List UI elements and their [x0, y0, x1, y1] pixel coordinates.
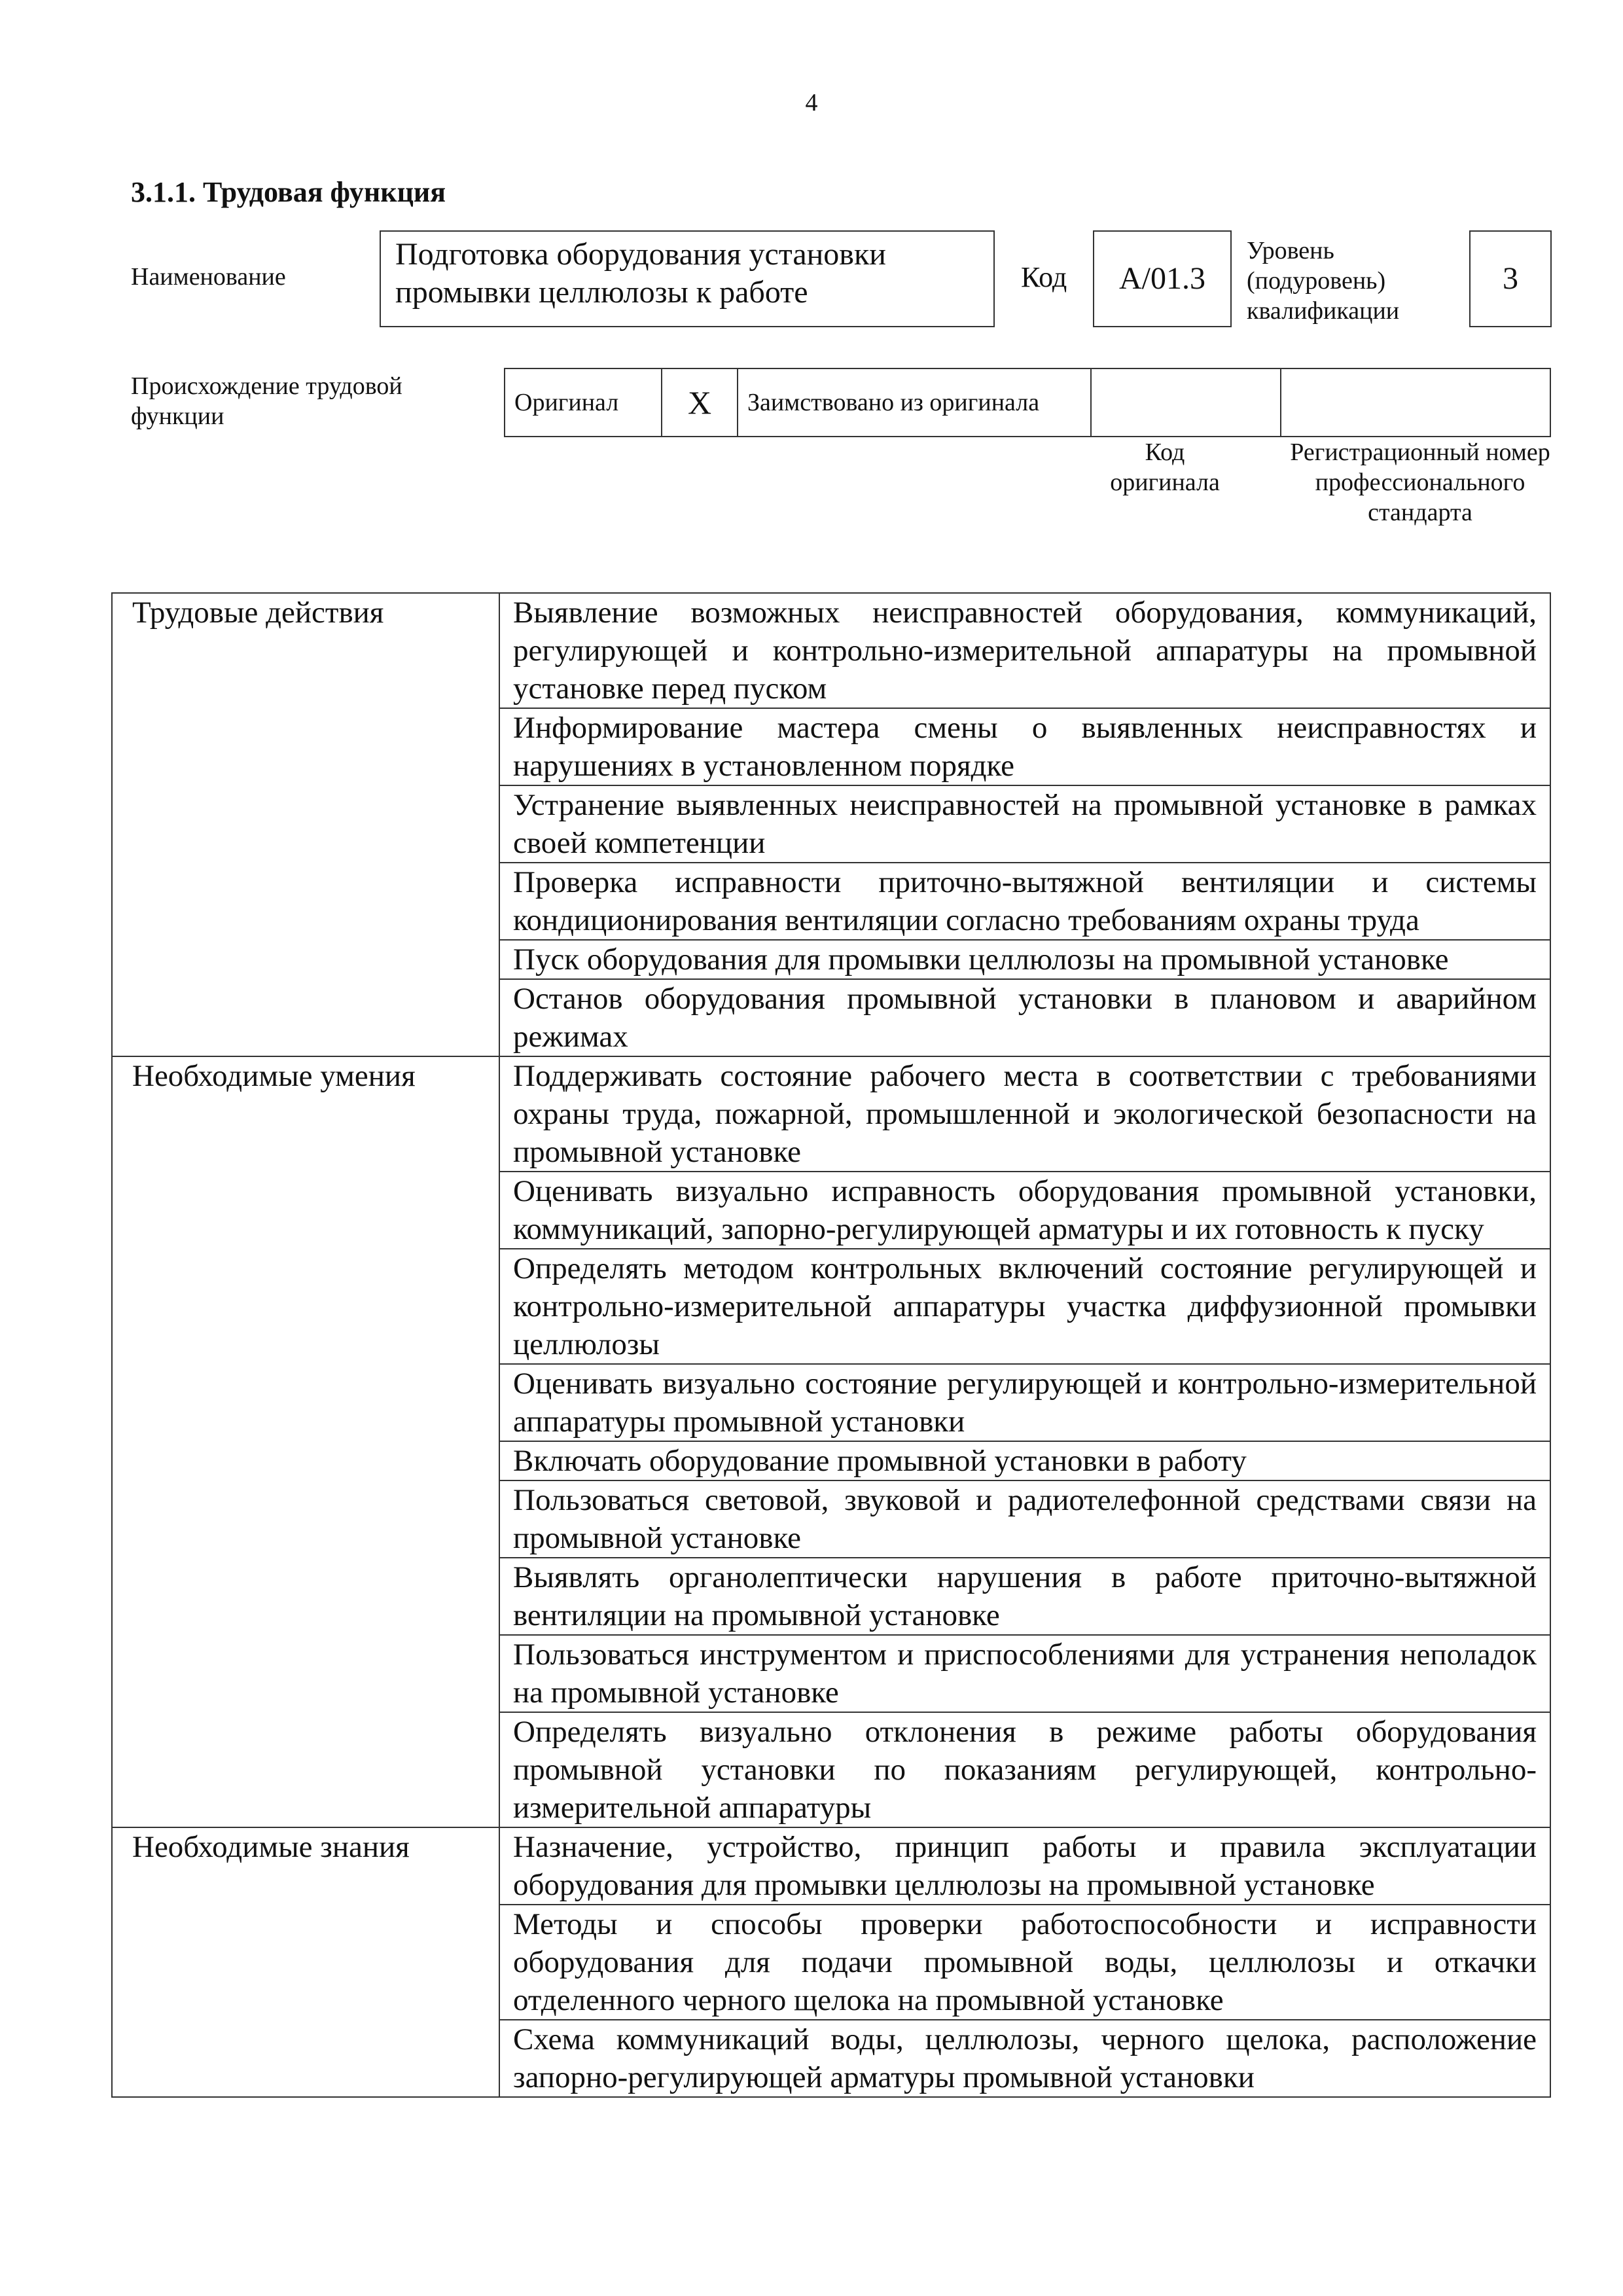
function-table	[111, 592, 1551, 2098]
original-mark: X	[662, 368, 738, 437]
section-item: Оценивать визуально исправность оборудования промывной установки, коммуникаций, запорно-регулирующей арматуры и их готовность к пуску	[499, 1172, 1550, 1249]
borrowed-label: Заимствовано из оригинала	[738, 368, 1091, 437]
borrowed-code-cell	[1091, 368, 1281, 437]
section-item: Выявление возможных неисправностей оборудования, коммуникаций, регулирующей и контрольно-измерительной аппаратуры на промывной установке перед пуском	[499, 593, 1550, 708]
original-label: Оригинал	[505, 368, 662, 437]
section-item: Определять методом контрольных включений состояние регулирующей и контрольно-измерительной аппаратуры участка диффузионной промывки целлюлозы	[499, 1249, 1550, 1364]
name-label: Наименование	[131, 263, 286, 291]
code-value: A/01.3	[1119, 261, 1205, 296]
section-item: Выявлять органолептически нарушения в работе приточно-вытяжной вентиляции на промывной установке	[499, 1558, 1550, 1635]
section-item: Методы и способы проверки работоспособности и исправности оборудования для подачи промывной воды, целлюлозы и откачки отделенного черного щелока на промывной установке	[499, 1905, 1550, 2020]
section-label: Необходимые умения	[112, 1056, 499, 1827]
page-number: 4	[805, 89, 818, 117]
level-value-box	[1469, 230, 1552, 327]
section-item: Пользоваться световой, звуковой и радиотелефонной средствами связи на промывной установке	[499, 1480, 1550, 1558]
name-value-box	[380, 230, 995, 327]
section-item: Схема коммуникаций воды, целлюлозы, черного щелока, расположение запорно-регулирующей арматуры промывной установки	[499, 2020, 1550, 2097]
code-value-box	[1093, 230, 1232, 327]
section-label: Трудовые действия	[112, 593, 499, 1056]
section-item: Включать оборудование промывной установки в работу	[499, 1441, 1550, 1480]
caption-code-original: Код оригинала	[1110, 439, 1220, 496]
section-item: Проверка исправности приточно-вытяжной вентиляции и системы кондиционирования вентиляции согласно требованиям охраны труда	[499, 863, 1550, 940]
level-value: 3	[1503, 261, 1518, 296]
section-item: Поддерживать состояние рабочего места в соответствии с требованиями охраны труда, пожарной, промышленной и экологической безопасности на промывной установке	[499, 1056, 1550, 1172]
name-value: Подготовка оборудования установки промывки целлюлозы к работе	[395, 237, 886, 310]
section-item: Устранение выявленных неисправностей на промывной установке в рамках своей компетенции	[499, 785, 1550, 863]
section-item: Пользоваться инструментом и приспособлениями для устранения неполадок на промывной установке	[499, 1635, 1550, 1712]
code-label: Код	[1021, 261, 1067, 293]
section-item: Останов оборудования промывной установки в плановом и аварийном режимах	[499, 979, 1550, 1056]
section-title: 3.1.1. Трудовая функция	[131, 176, 446, 208]
table-row	[112, 1056, 1550, 1172]
table-row	[112, 1827, 1550, 1905]
section-item: Назначение, устройство, принцип работы и правила эксплуатации оборудования для промывки целлюлозы на промывной установке	[499, 1827, 1550, 1905]
caption-reg-number: Регистрационный номер профессионального стандарта	[1290, 439, 1550, 526]
section-item: Информирование мастера смены о выявленных неисправностях и нарушениях в установленном порядке	[499, 708, 1550, 785]
borrowed-reg-cell	[1281, 368, 1550, 437]
section-label: Необходимые знания	[112, 1827, 499, 2097]
origin-label: Происхождение трудовой функции	[131, 372, 402, 430]
origin-table	[504, 368, 1551, 437]
section-item: Пуск оборудования для промывки целлюлозы на промывной установке	[499, 940, 1550, 979]
level-label: Уровень (подуровень) квалификации	[1247, 237, 1400, 325]
section-item: Определять визуально отклонения в режиме работы оборудования промывной установки по показаниям регулирующей, контрольно-измерительной аппаратуры	[499, 1712, 1550, 1827]
section-item: Оценивать визуально состояние регулирующей и контрольно-измерительной аппаратуры промывной установки	[499, 1364, 1550, 1441]
table-row	[112, 593, 1550, 708]
